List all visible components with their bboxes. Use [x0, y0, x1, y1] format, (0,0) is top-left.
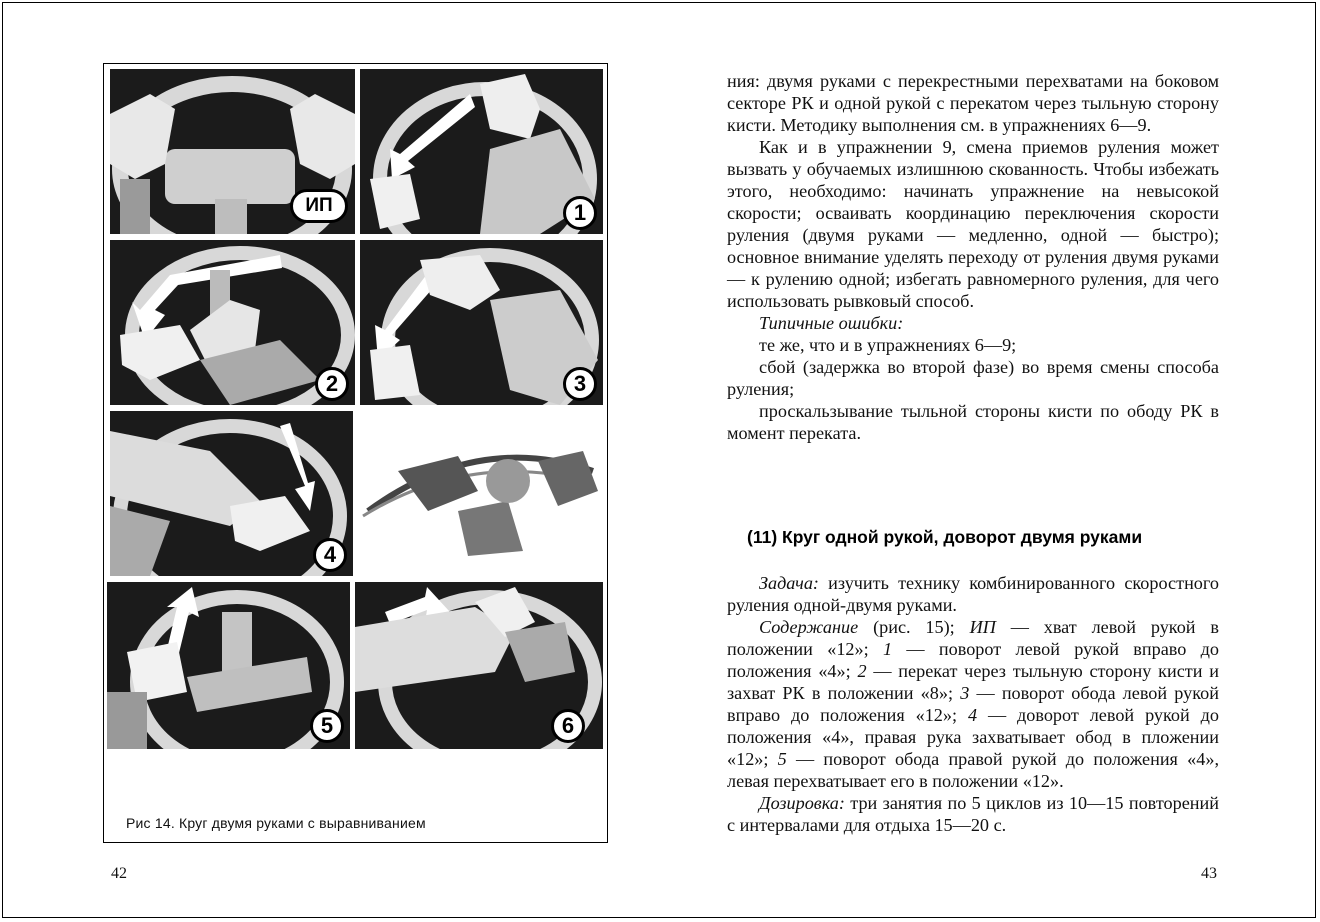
step-badge: 6: [551, 709, 585, 743]
step-badge: 4: [313, 538, 347, 572]
content-text: — поворот левой рукой вправо до положения «4»;: [727, 639, 1219, 681]
figure-panel-3: [360, 240, 603, 405]
figure-panel-4: [110, 411, 353, 576]
body-text-bottom: [727, 572, 1219, 836]
task-paragraph: [727, 572, 1219, 616]
step-badge: 1: [563, 196, 597, 230]
step-badge: ИП: [290, 189, 348, 223]
figure-panel-2: [110, 240, 355, 405]
task-text: изучить технику комбинированного скоростного руления одной-двумя руками.: [727, 573, 1219, 615]
content-text: — поворот обода левой рукой вправо до положения «12»;: [727, 683, 1219, 725]
content-paragraph: [727, 616, 1219, 792]
figure-panel-unnumbered: [358, 411, 603, 576]
dosage-text: три занятия по 5 циклов из 10—15 повторений с интервалами для отдыха 15—20 с.: [727, 793, 1219, 835]
content-text: — доворот левой рукой до положения «4», правая рука захватывает обод в плoжении «12»;: [727, 705, 1219, 769]
content-step: 5: [777, 749, 787, 769]
content-step: 3: [960, 683, 970, 703]
content-text: — хват левой рукой в положении «12»;: [727, 617, 1219, 659]
section-heading: (11) Круг одной рукой, доворот двумя руками: [747, 527, 1143, 547]
dosage-label: Дозировка:: [759, 793, 845, 813]
paragraph: ния: двумя руками с перекрестными перехватами на боковом секторе РК и одной рукой с перекатом через тыльную сторону кисти. Методику выполнения см. в упражнениях 6—9.: [727, 71, 1219, 135]
content-text: — перекат через тыльную сторону кисти и захват РК в положении «8»;: [727, 661, 1219, 703]
paragraph: Как и в упражнении 9, смена приемов руления может вызвать у обучаемых излишнюю скованность. Чтобы избежать этого, необходимо: начинать упражнение на невысокой скорости; осваивать координацию переключения скорости руления (двумя руками — медленно, одной — быстро); основное внимание уделять переходу от руления двумя руками — к рулению одной; избегать равномерного руления, для чего использовать рывковый способ.: [727, 137, 1219, 311]
step-badge: 2: [315, 367, 349, 401]
dosage-paragraph: [727, 792, 1219, 836]
content-label: Содержание: [759, 617, 859, 637]
figure-panel-1: [360, 69, 603, 234]
content-step: 1: [882, 639, 893, 659]
step-badge: 3: [563, 367, 597, 401]
page-number-left: 42: [111, 865, 127, 882]
figure-panel-ip: [110, 69, 355, 234]
error-item: те же, что и в упражнениях 6—9;: [759, 335, 1017, 355]
content-step: 4: [967, 705, 978, 725]
body-text-top: [727, 70, 1219, 444]
task-label: Задача:: [759, 573, 819, 593]
figure-14: [103, 63, 608, 843]
page-number-right: 43: [1201, 865, 1217, 882]
steering-wheel-illustration: [358, 411, 603, 576]
figure-panel-6: [355, 582, 603, 749]
figure-panel-5: [107, 582, 350, 749]
content-step: 2: [857, 661, 867, 681]
error-item: проскальзывание тыльной стороны кисти по ободу РК в момент переката.: [727, 401, 1219, 443]
error-item: сбой (задержка во второй фазе) во время смены способа руления;: [727, 357, 1219, 399]
step-badge: 5: [310, 709, 344, 743]
content-text: (рис. 15);: [858, 617, 970, 637]
figure-caption: Рис 14. Круг двумя руками с выравниванием: [126, 815, 426, 831]
content-text: — поворот обода правой рукой до положения «4», левая перехватывает его в положении «12».: [727, 749, 1219, 791]
content-step: ИП: [969, 617, 996, 637]
errors-title: Типичные ошибки:: [759, 313, 904, 333]
